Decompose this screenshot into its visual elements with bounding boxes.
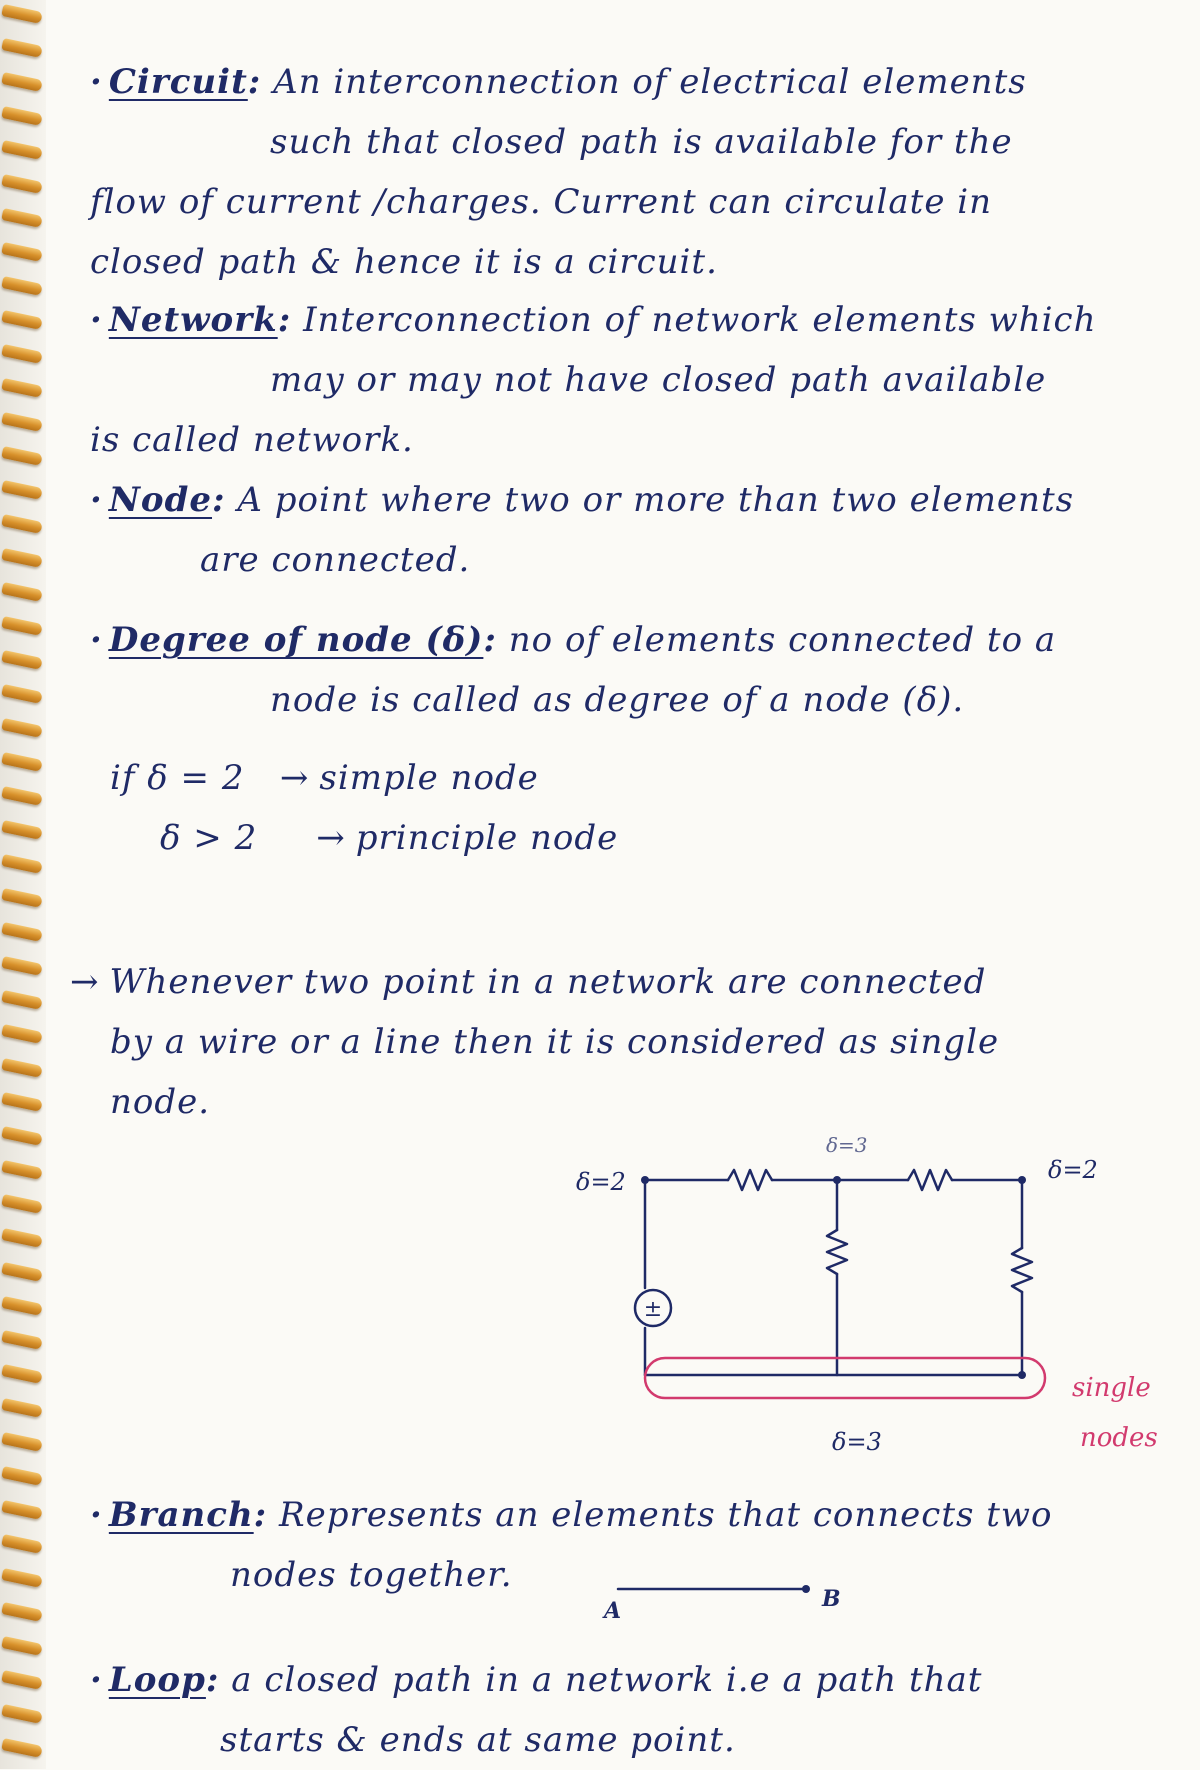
rule-result: simple node	[319, 758, 539, 798]
resistor-top-left-icon	[728, 1170, 772, 1190]
node-dot	[641, 1176, 649, 1184]
rule-condition: δ > 2	[160, 818, 258, 858]
definition-text: a closed path in a network i.e a path that	[231, 1660, 983, 1700]
node-dot	[833, 1176, 841, 1184]
definition-text: Represents an elements that connects two	[279, 1495, 1053, 1535]
definition-text: flow of current /charges. Current can circulate in	[90, 182, 993, 222]
bullet: ·	[90, 62, 103, 102]
arrow-icon: →	[316, 818, 346, 858]
bullet: ·	[90, 620, 103, 660]
term-separator: :	[247, 62, 262, 102]
bullet: ·	[90, 480, 103, 520]
note-text: node.	[110, 1082, 211, 1122]
arrow-icon: →	[70, 962, 100, 1002]
bullet: ·	[90, 1660, 103, 1700]
definition-text: may or may not have closed path available	[270, 360, 1047, 400]
rule-condition: if δ = 2	[110, 758, 245, 798]
note-text: Whenever two point in a network are connected	[109, 962, 987, 1002]
branch-point-a: A	[604, 1598, 622, 1624]
degree-label-top-left: δ=2	[576, 1168, 626, 1196]
degree-label-bottom: δ=3	[832, 1428, 882, 1456]
resistor-top-right-icon	[908, 1170, 952, 1190]
bullet: ·	[90, 1495, 103, 1535]
single-node-annotation: single	[1072, 1373, 1151, 1403]
degree-label-top-mid: δ=3	[826, 1133, 868, 1157]
term-node: Node	[108, 480, 213, 520]
resistor-middle-icon	[827, 1230, 847, 1274]
definition-text: is called network.	[90, 420, 414, 460]
term-loop: Loop	[108, 1660, 206, 1700]
single-node-annotation: nodes	[1080, 1423, 1158, 1453]
definition-text: nodes together.	[230, 1555, 513, 1595]
term-separator: :	[205, 1660, 220, 1700]
term-degree-of-node: Degree of node (δ)	[108, 620, 484, 660]
degree-label-top-right: δ=2	[1048, 1156, 1098, 1184]
definition-text: are connected.	[200, 540, 471, 580]
arrow-icon: →	[279, 758, 310, 798]
term-separator: :	[212, 480, 226, 520]
node-dot	[1018, 1176, 1026, 1184]
definition-text: no of elements connected to a	[508, 620, 1057, 660]
bullet: ·	[90, 300, 103, 340]
term-separator: :	[483, 620, 497, 660]
node-dot	[1018, 1371, 1026, 1379]
definition-text: A point where two or more than two elements	[237, 480, 1075, 520]
rule-result: principle node	[355, 818, 619, 858]
definition-text: starts & ends at same point.	[220, 1720, 736, 1760]
definition-text: such that closed path is available for the	[270, 122, 1013, 162]
resistor-right-icon	[1012, 1248, 1032, 1292]
term-separator: :	[277, 300, 292, 340]
term-network: Network	[108, 300, 278, 340]
definition-text: closed path & hence it is a circuit.	[90, 242, 718, 282]
branch-point-b: B	[822, 1586, 841, 1612]
single-node-highlight	[645, 1358, 1045, 1398]
definition-text: An interconnection of electrical elements	[273, 62, 1027, 102]
term-circuit: Circuit	[108, 62, 248, 102]
term-separator: :	[253, 1495, 268, 1535]
node-dot	[802, 1585, 810, 1593]
definition-text: node is called as degree of a node (δ).	[270, 680, 965, 720]
source-polarity: ±	[643, 1297, 663, 1322]
definition-text: Interconnection of network elements which	[303, 300, 1097, 340]
note-text: by a wire or a line then it is considered as single	[110, 1022, 1000, 1062]
term-branch: Branch	[108, 1495, 254, 1535]
